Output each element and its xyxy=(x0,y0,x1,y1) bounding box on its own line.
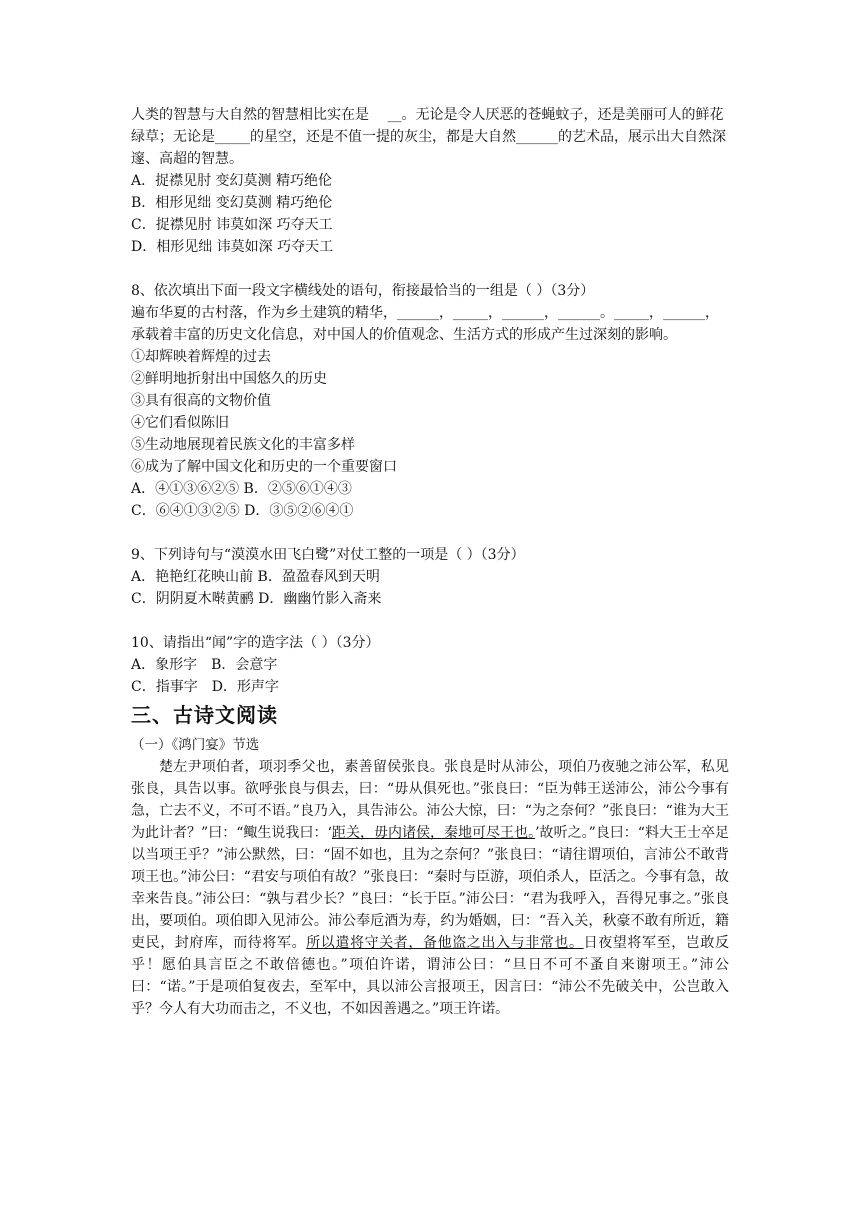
section-3-heading: 三、古诗文阅读 xyxy=(131,703,278,727)
spacer xyxy=(131,610,729,632)
question-8-item-5: ⑤生动地展现着民族文化的丰富多样 xyxy=(131,437,355,453)
question-8-item-6: ⑥成为了解中国文化和历史的一个重要窗口 xyxy=(131,459,397,475)
question-9-options-cd: C．阴阴夏木啭黄鹂 D．幽幽竹影入斋来 xyxy=(131,591,382,607)
passage-text-1: 楚左尹项伯者，项羽季父也，素善留侯张良。张良是时从沛公，项伯乃夜驰之沛公军，私见张良，具告以事。欲呼张良与俱去，曰：“毋从俱死也。”张良曰：“臣为韩王送沛公，沛公今事有急，亡去不义，不可不语。”良乃入，具告沛公。沛公大惊，曰：“为之奈何？”张良曰：“谁为大王为此计者？”曰：“鲰生说我曰：‘ xyxy=(131,759,729,841)
question-8-item-2: ②鲜明地折射出中国悠久的历史 xyxy=(131,371,327,387)
underlined-sentence-1: 距关，毋内诸侯，秦地可尽王也。 xyxy=(331,825,536,841)
question-8-item-3: ③具有很高的文物价值 xyxy=(131,393,271,409)
passage-text-2: ’故听之。”良曰：“料大王士卒足以当项王乎？”沛公默然，曰：“固不如也，且为之奈何？”张良曰：“请往谓项伯，言沛公不敢背项王也。”沛公曰：“君安与项伯有故？”张良曰：“秦时与臣游，项伯杀人，臣活之。今事有急，故幸来告良。”沛公曰：“孰与君少长？”良曰：“长于臣。”沛公曰：“君为我呼入，吾得兄事之。”张良出，要项伯。项伯即入见沛公。沛公奉卮酒为寿，约为婚姻，曰：“吾入关，秋豪不敢有所近，籍吏民，封府库，而待将军。 xyxy=(131,825,730,951)
question-7-option-d: D．相形见绌 讳莫如深 巧夺天工 xyxy=(131,239,334,255)
underlined-sentence-2: 所以遣将守关者，备他盗之出入与非常也。 xyxy=(306,935,584,951)
question-8-passage: 遍布华夏的古村落，作为乡土建筑的精华，______，_____，______，______。_____，______，承载着丰富的历史文化信息，对中国人的价值观念、生活方式的形成产生过深刻的影响。 xyxy=(131,305,719,343)
question-7-passage: 人类的智慧与大自然的智慧相比实在是 __。无论是令人厌恶的苍蝇蚊子，还是美丽可人的鲜花绿草；无论是_____的星空，还是不值一提的灰尘，都是大自然______的艺术品，展示出大自然深邃、高超的智慧。 xyxy=(131,107,726,167)
question-8-options-ab: A．④①③⑥②⑤ B．②⑤⑥①④③ xyxy=(131,481,352,497)
question-7-option-a: A．捉襟见肘 变幻莫测 精巧绝伦 xyxy=(131,173,333,189)
spacer xyxy=(131,258,729,280)
question-8-stem: 8、依次填出下面一段文字横线处的语句，衔接最恰当的一组是（ ）（3分） xyxy=(131,283,595,299)
spacer xyxy=(131,522,729,544)
passage-text-3: 日夜望将军至，岂敢反乎！愿伯具言臣之不敢倍德也。”项伯许诺，谓沛公曰：“旦日不可不蚤自来谢项王。”沛公曰：“诺。”于是项伯复夜去，至军中，具以沛公言报项王，因言曰：“沛公不先破关中，公岂敢入乎？今人有大功而击之，不义也，不如因善遇之。”项王许诺。 xyxy=(131,935,730,1017)
question-9-stem: 9、下列诗句与“漠漠水田飞白鹭”对仗工整的一项是（ ）（3分） xyxy=(131,547,525,563)
passage-subtitle: （一）《鸿门宴》节选 xyxy=(131,737,260,753)
document-page xyxy=(131,104,729,1020)
question-10-stem: 10、请指出“闻”字的造字法（ ）（3分） xyxy=(131,635,380,651)
question-8-options-cd: C．⑥④①③②⑤ D．③⑤②⑥④① xyxy=(131,503,354,519)
question-8-item-4: ④它们看似陈旧 xyxy=(131,415,229,431)
question-7-option-b: B．相形见绌 变幻莫测 精巧绝伦 xyxy=(131,195,333,211)
hongmen-banquet-passage xyxy=(131,756,729,1020)
question-8-item-1: ①却辉映着辉煌的过去 xyxy=(131,349,271,365)
question-9-options-ab: A．艳艳红花映山前 B．盈盈春风到天明 xyxy=(131,569,380,585)
question-10-options-ab: A．象形字 B．会意字 xyxy=(131,657,278,673)
question-7-option-c: C．捉襟见肘 讳莫如深 巧夺天工 xyxy=(131,217,333,233)
question-10-options-cd: C．指事字 D．形声字 xyxy=(131,679,279,695)
